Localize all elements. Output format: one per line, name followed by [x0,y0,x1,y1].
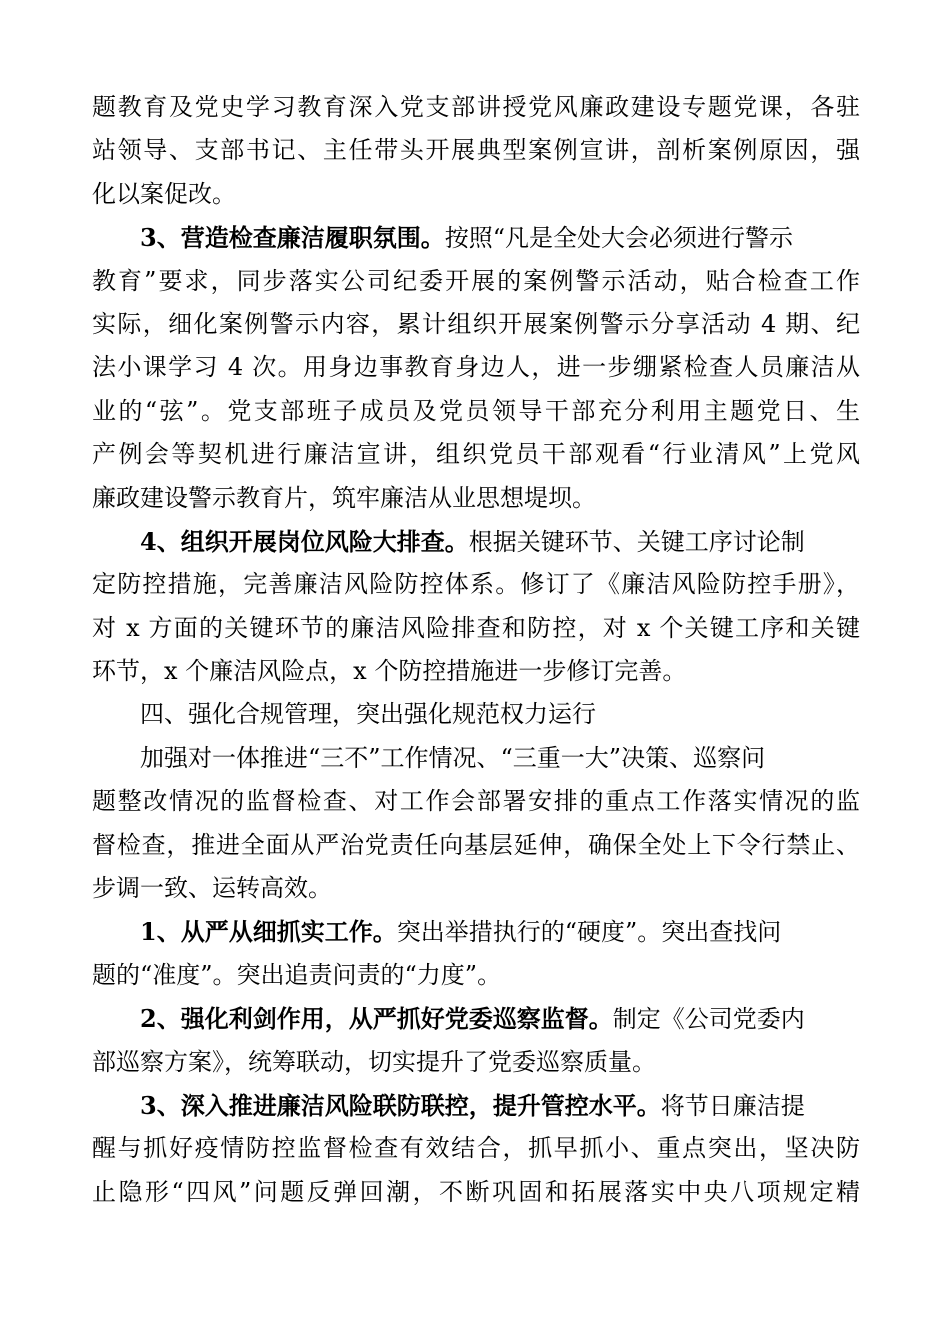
section-heading: 四、强化合规管理，突出强化规范权力运行 [140,700,596,729]
paragraph-2 [92,216,860,520]
paragraph-heading: 4、组织开展岗位风险大排查。 [140,526,469,556]
text-line: 法小课学习 4 次。用身边事教育身边人，进一步绷紧检查人员廉洁从 [92,353,860,382]
paragraph-text: 将节日廉洁提 [660,1091,805,1120]
text-line [92,520,860,563]
text-line: 步调一致、运转高效。 [92,874,332,903]
paragraph-heading: 3、深入推进廉洁风险联防联控，提升管控水平。 [140,1090,661,1120]
text-line: 题整改情况的监督检查、对工作会部署安排的重点工作落实情况的监 [92,787,860,816]
paragraph-heading: 3、营造检查廉洁履职氛围。 [140,223,445,253]
text-line: 部巡察方案》，统筹联动，切实提升了党委巡察质量。 [92,1047,656,1076]
text-line: 对 x 方面的关键环节的廉洁风险排查和防控，对 x 个关键工序和关键 [92,613,860,642]
text-line: 加强对一体推进“三不”工作情况、“三重一大”决策、巡察问 [140,743,766,772]
text-line: 廉政建设警示教育片，筑牢廉洁从业思想堤坝。 [92,483,596,512]
text-line: 题的“准度”。突出追责问责的“力度”。 [92,960,502,989]
text-line [92,216,860,259]
paragraph-1 [92,86,860,216]
paragraph-6 [92,997,860,1084]
text-line: 定防控措施，完善廉洁风险防控体系。修订了《廉洁风险防控手册》， [92,570,860,599]
text-line: 教育”要求，同步落实公司纪委开展的案例警示活动，贴合检查工作 [92,266,860,295]
paragraph-text: 按照“凡是全处大会必须进行警示 [444,224,793,253]
text-line: 产例会等契机进行廉洁宣讲，组织党员干部观看“行业清风”上党风 [92,440,860,469]
text-line: 化以案促改。 [92,179,236,208]
text-line: 督检查，推进全面从严治党责任向基层延伸，确保全处上下令行禁止、 [92,830,860,859]
text-line [92,1084,860,1127]
text-line [92,910,860,953]
paragraph-7 [92,1084,860,1214]
paragraph-3 [92,520,860,694]
text-line: 环节，x 个廉洁风险点，x 个防控措施进一步修订完善。 [92,657,687,686]
document-body [92,86,860,1214]
text-line: 醒与抓好疫情防控监督检查有效结合，抓早抓小、重点突出，坚决防 [92,1134,860,1163]
text-line: 站领导、支部书记、主任带头开展典型案例宣讲，剖析案例原因，强 [92,136,860,165]
paragraph-5 [92,910,860,997]
text-line [92,997,860,1040]
paragraph-text: 制定《公司党委内 [612,1005,805,1034]
text-line: 止隐形“四风”问题反弹回潮，不断巩固和拓展落实中央八项规定精 [92,1177,860,1206]
text-line: 题教育及党史学习教育深入党支部讲授党风廉政建设专题党课，各驻 [92,93,860,121]
text-line: 实际，细化案例警示内容，累计组织开展案例警示分享活动 4 期、纪 [92,309,860,338]
paragraph-4 [92,737,860,911]
text-line: 业的“弦”。党支部班子成员及党员领导干部充分利用主题党日、生 [92,396,860,425]
paragraph-heading: 1、从严从细抓实工作。 [140,917,397,947]
paragraph-text: 突出举措执行的“硬度”。突出查找问 [396,918,782,947]
paragraph-text: 根据关键环节、关键工序讨论制 [468,527,805,556]
paragraph-heading: 2、强化利剑作用，从严抓好党委巡察监督。 [140,1004,613,1034]
